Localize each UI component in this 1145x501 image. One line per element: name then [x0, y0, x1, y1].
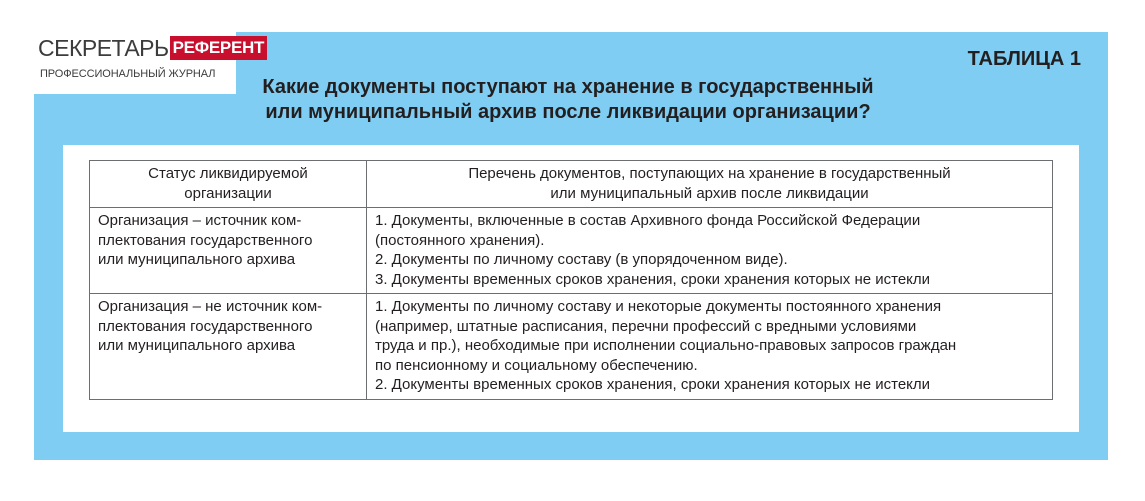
documents-line: 1. Документы по личному составу и некоторые документы постоянного хранения — [375, 298, 942, 315]
logo-part-1: СЕКРЕТАРЬ — [38, 35, 169, 61]
table-row — [90, 208, 1053, 294]
documents-line: 2. Документы по личному составу (в упорядоченном виде). — [375, 251, 788, 268]
logo-wordmark — [38, 36, 267, 60]
status-line: Организация – не источник ком- — [98, 298, 323, 315]
heading-line-1: Какие документы поступают на хранение в государственный — [262, 76, 874, 98]
header-status-line: организации — [184, 184, 272, 202]
header-status-line: Статус ликвидируемой — [148, 165, 308, 182]
header-documents-line: или муниципальный архив после ликвидации — [550, 184, 869, 202]
table-label: ТАБЛИЦА 1 — [967, 48, 1081, 70]
status-line: плектования государственного — [98, 317, 313, 335]
header-documents-line: Перечень документов, поступающих на хранение в государственный — [468, 165, 951, 182]
status-line: или муниципального архива — [98, 251, 296, 268]
documents-line: 1. Документы, включенные в состав Архивного фонда Российской Федерации — [375, 212, 921, 229]
status-line: Организация – источник ком- — [98, 212, 302, 229]
documents-line: (постоянного хранения). — [375, 231, 545, 249]
documents-table — [89, 160, 1053, 400]
documents-line: (например, штатные расписания, перечни профессий с вредными условиями — [375, 317, 917, 335]
cell-documents — [367, 208, 1053, 294]
documents-line: 2. Документы временных сроков хранения, сроки хранения которых не истекли — [375, 376, 931, 393]
logo-subtitle: ПРОФЕССИОНАЛЬНЫЙ ЖУРНАЛ — [40, 68, 216, 80]
header-status — [90, 161, 367, 208]
table-header-row — [90, 161, 1053, 208]
page-heading — [248, 75, 888, 125]
logo — [0, 0, 265, 94]
cell-status — [90, 294, 367, 400]
documents-line: труда и пр.), необходимые при исполнении социально-правовых запросов граждан — [375, 337, 957, 354]
logo-part-2: РЕФЕРЕНТ — [170, 36, 267, 60]
documents-line: 3. Документы временных сроков хранения, сроки хранения которых не истекли — [375, 270, 931, 288]
header-documents — [367, 161, 1053, 208]
documents-line: по пенсионному и социальному обеспечению. — [375, 356, 698, 374]
cell-documents — [367, 294, 1053, 400]
heading-line-2: или муниципальный архив после ликвидации организации? — [265, 101, 871, 123]
status-line: плектования государственного — [98, 231, 313, 249]
table-row — [90, 294, 1053, 400]
table-container — [63, 145, 1079, 432]
status-line: или муниципального архива — [98, 337, 296, 354]
cell-status — [90, 208, 367, 294]
